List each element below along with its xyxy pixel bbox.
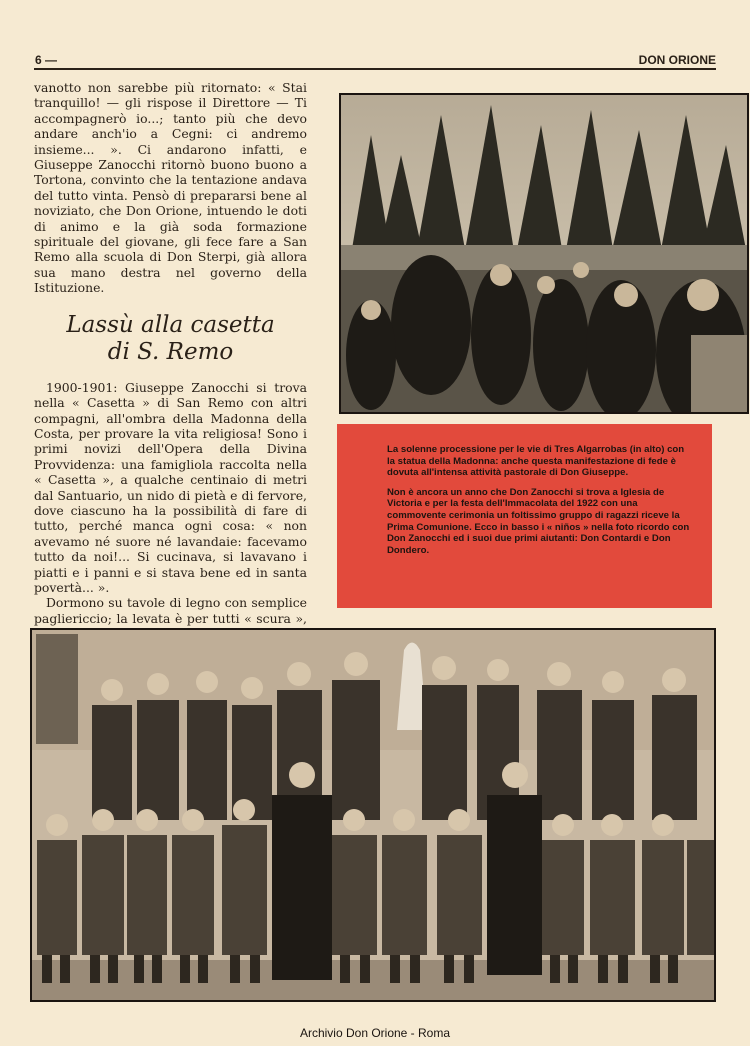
communion-group-photo	[30, 628, 716, 1002]
caption-paragraph: La solenne processione per le vie di Tres Algarrobas (in alto) con la statua della Madonna: anche questa manifestazione di fede è dovuta all'intensa attività pastorale di Don Giuseppe.	[387, 444, 685, 479]
photo-caption	[337, 424, 712, 608]
article-paragraph: 1900-1901: Giuseppe Zanocchi si trova nella « Casetta » di San Remo con altri compagni, all'ombra della Madonna della Costa, per provare la vita religiosa! Sono i primi novizi dell'Opera della Divina Provvidenza: una famigliola raccolta nella « Casetta », a qualche centinaio di metri dal Santuario, un nido di pietà e di fervore, dove ciascuno ha la possibilità di fare di tutto, perché manca ogni cosa: « non avevamo né suore né lavandaie: facevamo tutto da noi!... Si cucinava, si lavavano i piatti e i panni e si stava bene ed in santa povertà... ».	[34, 379, 307, 595]
article-paragraph: vanotto non sarebbe più ritornato: « Stai tranquillo! — gli rispose il Direttore — Ti accompagnerò io...; tanto più che devo andare anch'io a Cegni: ci andremo insieme... ». Ci andarono infatti, e Giuseppe Zanocchi ritornò buono buono a Tortona, convinto che la tentazione andava del tutto vinta. Pensò di prepararsi bene al noviziato, che Don Orione, intuendo le doti di animo e la già soda formazione spirituale del giovane, gli fece fare a San Remo alla scuola di Don Sterpi, già allora sua mano destra nel governo della Istituzione.	[34, 80, 307, 296]
section-title-line: di S. Remo	[107, 338, 234, 365]
caption-paragraph: Non è ancora un anno che Don Zanocchi si trova a Iglesia de Victoria e per la festa dell'Immacolata del 1922 con una commovente cerimonia un foltissimo gruppo di ragazzi riceve la Prima Comunione. Ecco in basso i « niños » nella foto ricordo con Don Zanocchi ed i suoi due primi aiutanti: Don Contardi e Don Dondero.	[387, 486, 690, 556]
article-paragraph: Dormono su tavole di legno con semplice pagliericcio; la levata è per tutti « scura »,	[34, 595, 307, 626]
section-title-line: Lassù alla casetta	[66, 311, 275, 338]
section-title	[34, 312, 307, 366]
article-column	[34, 80, 307, 703]
procession-photo	[339, 93, 749, 414]
magazine-title: DON ORIONE	[638, 53, 716, 67]
header-rule	[34, 68, 716, 70]
page-number: 6 —	[35, 53, 58, 67]
archive-footer: Archivio Don Orione - Roma	[299, 1026, 451, 1040]
